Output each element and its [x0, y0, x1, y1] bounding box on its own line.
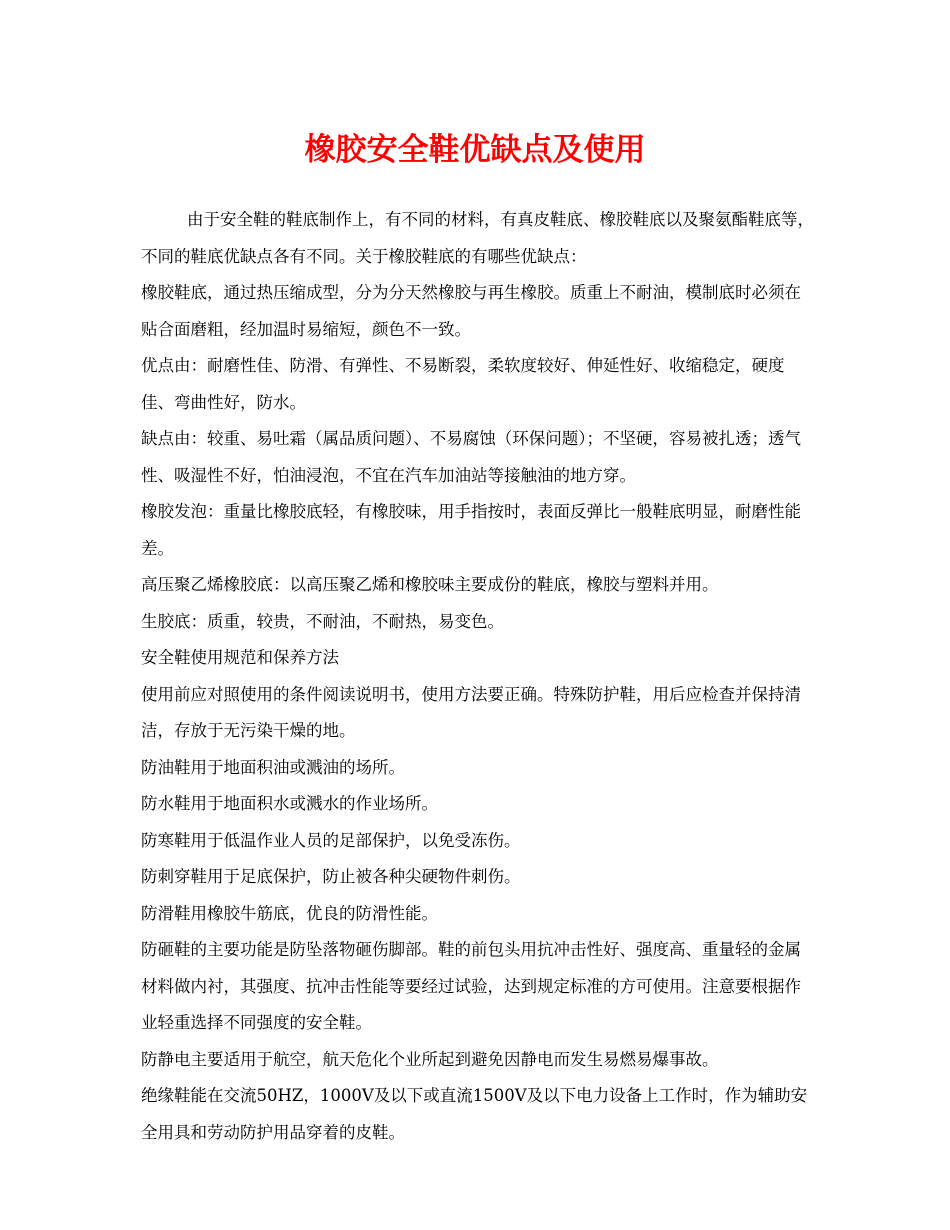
paragraph-waterproof: 防水鞋用于地面积水或溅水的作业场所。: [141, 794, 438, 813]
paragraph-anti-slip: 防滑鞋用橡胶牛筋底，优良的防滑性能。: [141, 903, 438, 923]
paragraph-intro: 由于安全鞋的鞋底制作上，有不同的材料，有真皮鞋底、橡胶鞋底以及聚氨酯鞋底等，不同的鞋底优缺点各有不同。关于橡胶鞋底的有哪些优缺点：: [141, 210, 814, 266]
paragraph-insulating: 绝缘鞋能在交流50HZ，1000V及以下或直流1500V及以下电力设备上工作时，作为辅助安全用具和劳动防护用品穿着的皮鞋。: [141, 1086, 808, 1142]
paragraph-cold-proof: 防寒鞋用于低温作业人员的足部保护，以免受冻伤。: [141, 830, 521, 850]
paragraph-disadvantages: 缺点由：较重、易吐霜（属品质问题）、不易腐蚀（环保问题）；不坚硬，容易被扎透；透气性、吸湿性不好，怕油浸泡，不宜在汽车加油站等接触油的地方穿。: [141, 429, 801, 485]
paragraph-oil-proof: 防油鞋用于地面积油或溅油的场所。: [141, 757, 405, 777]
section-heading-usage: 安全鞋使用规范和保养方法: [141, 648, 339, 667]
paragraph-anti-smash: 防砸鞋的主要功能是防坠落物砸伤脚部。鞋的前包头用抗冲击性好、强度高、重量轻的金属材料做内衬，其强度、抗冲击性能等要经过试验，达到规定标准的方可使用。注意要根据作业轻重选择不同强度的安全鞋。: [141, 940, 801, 1032]
paragraph-hp-polyethylene: 高压聚乙烯橡胶底：以高压聚乙烯和橡胶味主要成份的鞋底，橡胶与塑料并用。: [141, 575, 719, 594]
document-title: 橡胶安全鞋优缺点及使用: [304, 132, 646, 168]
paragraph-foam-rubber: 橡胶发泡：重量比橡胶底轻，有橡胶味，用手指按时，表面反弹比一般鞋底明显，耐磨性能差。: [141, 502, 801, 558]
paragraph-anti-static: 防静电主要适用于航空，航天危化个业所起到避免因静电而发生易燃易爆事故。: [141, 1049, 719, 1069]
paragraph-rubber-sole: 橡胶鞋底，通过热压缩成型，分为分天然橡胶与再生橡胶。质重上不耐油，模制底时必须在贴合面磨粗，经加温时易缩短，颜色不一致。: [141, 283, 801, 339]
paragraph-puncture-proof: 防刺穿鞋用于足底保护，防止被各种尖硬物件刺伤。: [141, 867, 521, 886]
paragraph-usage-instructions: 使用前应对照使用的条件阅读说明书，使用方法要正确。特殊防护鞋，用后应检查并保持清洁，存放于无污染干燥的地。: [141, 684, 801, 740]
document-body: [141, 202, 815, 1151]
paragraph-advantages: 优点由：耐磨性佳、防滑、有弹性、不易断裂，柔软度较好、伸延性好、收缩稳定，硬度佳、弯曲性好，防水。: [141, 356, 785, 412]
paragraph-raw-rubber: 生胶底：质重，较贵，不耐油，不耐热，易变色。: [141, 611, 504, 631]
